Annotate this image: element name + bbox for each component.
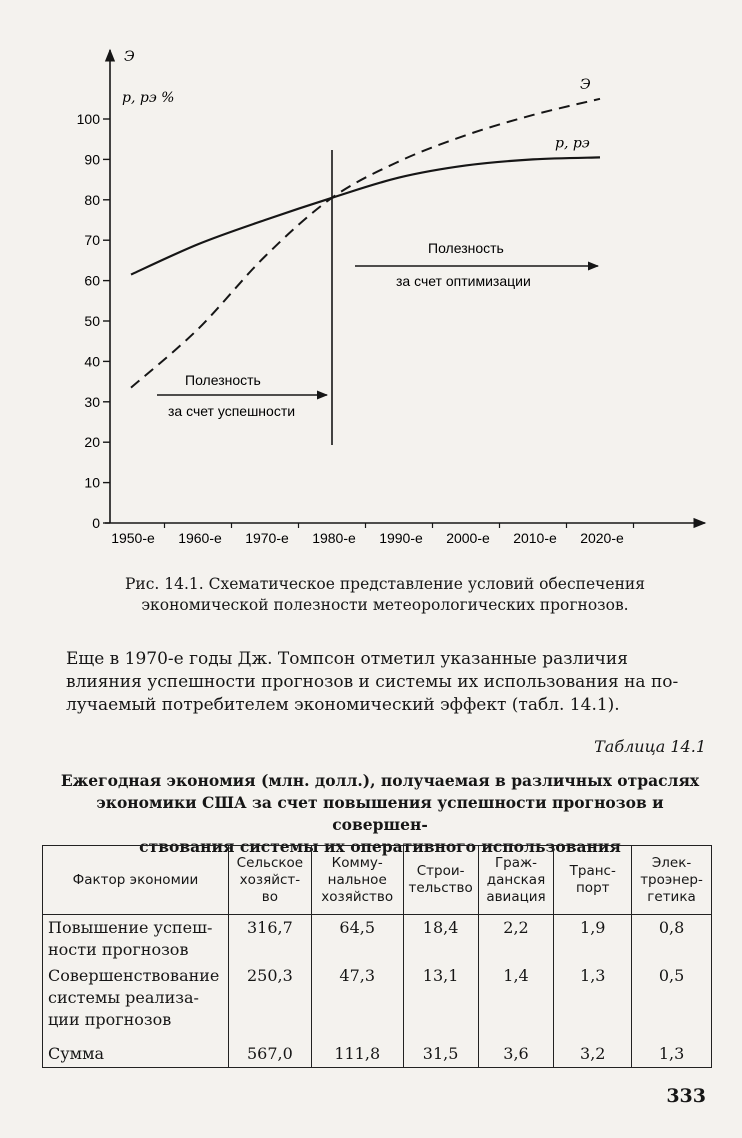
table-cell: 3,2 <box>554 1033 632 1068</box>
table-cell: 18,4 <box>403 915 478 964</box>
annotation-right-line1: Полезность <box>428 240 504 256</box>
table-header-cell: Фактор экономии <box>43 846 229 915</box>
y-axis-top-label: Э <box>124 49 135 65</box>
table-label: Таблица 14.1 <box>594 737 706 756</box>
table-cell: 250,3 <box>228 963 311 1033</box>
x-ticks <box>111 523 633 546</box>
table-cell: 64,5 <box>311 915 403 964</box>
table-cell: 1,3 <box>554 963 632 1033</box>
y-tick-label: 60 <box>84 272 100 289</box>
table-cell: 1,3 <box>632 1033 712 1068</box>
annotation-left-line2: за счет успешности <box>168 403 296 419</box>
y-tick-label: 70 <box>84 232 100 249</box>
table-title-line-2: экономики США за счет повышения успешности прогнозов и совершен- <box>96 793 664 834</box>
table-header-cell: Элек-троэнер-гетика <box>632 846 712 915</box>
y-tick-label: 20 <box>84 434 100 451</box>
table-title-line-1: Ежегодная экономия (млн. долл.), получаемая в различных отраслях <box>60 771 700 790</box>
table-cell: 316,7 <box>228 915 311 964</box>
body-paragraph <box>66 648 706 717</box>
figure-caption <box>60 574 710 616</box>
page-number: 333 <box>666 1085 706 1107</box>
x-tick-label: 1960-е <box>178 530 222 546</box>
table-cell: 1,9 <box>554 915 632 964</box>
table-cell: 567,0 <box>228 1033 311 1068</box>
y-tick-label: 90 <box>84 151 100 168</box>
table-cell: 111,8 <box>311 1033 403 1068</box>
table-cell: 3,6 <box>478 1033 554 1068</box>
table-row <box>43 915 712 964</box>
table-cell: 47,3 <box>311 963 403 1033</box>
x-tick-label: 2010-е <box>513 530 557 546</box>
y-tick-label: 10 <box>84 474 100 491</box>
paragraph-line-3: лучаемый потребителем экономический эффект (табл. 14.1). <box>66 695 620 715</box>
paragraph-line-1: Еще в 1970-е годы Дж. Томпсон отметил указанные различия <box>66 649 628 669</box>
table-title-line-3: ствования системы их оперативного использования <box>139 837 621 856</box>
figure-caption-text-1: Схематическое представление условий обеспечения <box>208 575 646 593</box>
table-header-cell: Сельское хозяйст-во <box>228 846 311 915</box>
table-cell-factor: Повышение успеш-ности прогнозов <box>43 915 229 964</box>
table-row <box>43 963 712 1033</box>
table-row-total <box>43 1033 712 1068</box>
annotation-left-line1: Полезность <box>185 372 261 388</box>
table-cell: 31,5 <box>403 1033 478 1068</box>
y-tick-label: 40 <box>84 353 100 370</box>
x-tick-label: 1990-е <box>379 530 423 546</box>
table-cell: 2,2 <box>478 915 554 964</box>
series-line-p <box>131 157 600 274</box>
figure-caption-line1 <box>125 575 645 593</box>
y-axis-label: p, pэ % <box>122 90 175 106</box>
x-tick-label: 1980-е <box>312 530 356 546</box>
annotation-right-line2: за счет оптимизации <box>396 273 531 289</box>
series-label-p: p, pэ <box>555 135 590 152</box>
table-cell: 0,8 <box>632 915 712 964</box>
table-header-cell: Строи-тельство <box>403 846 478 915</box>
annotation-left <box>157 372 327 419</box>
series-label-e: Э <box>580 76 591 93</box>
table-header-cell: Транс-порт <box>554 846 632 915</box>
y-tick-label: 50 <box>84 313 100 329</box>
table-cell: 13,1 <box>403 963 478 1033</box>
y-tick-label: 80 <box>84 191 100 208</box>
x-tick-label: 1970-е <box>245 530 289 546</box>
y-tick-label: 100 <box>76 111 100 127</box>
x-tick-label: 2020-е <box>580 530 624 546</box>
table-header-cell: Граж-данская авиация <box>478 846 554 915</box>
table-cell: 0,5 <box>632 963 712 1033</box>
x-tick-label: 2000-е <box>446 530 490 546</box>
figure-caption-number: Рис. 14.1. <box>124 575 204 593</box>
y-tick-label: 0 <box>92 515 100 531</box>
data-table <box>42 845 712 1068</box>
paragraph-line-2: влияния успешности прогнозов и системы их использования на по- <box>66 672 679 692</box>
x-tick-label: 1950-е <box>111 530 155 546</box>
table-header-row <box>43 846 712 915</box>
table-cell: 1,4 <box>478 963 554 1033</box>
table-cell-factor: Совершенствование системы реализа-ции прогнозов <box>43 963 229 1033</box>
chart <box>0 0 742 560</box>
figure-caption-line2: экономической полезности метеорологических прогнозов. <box>141 596 629 614</box>
table-cell-factor: Сумма <box>43 1033 229 1068</box>
annotation-right <box>355 240 598 289</box>
y-tick-label: 30 <box>84 393 100 410</box>
table-header-cell: Комму-нальное хозяйство <box>311 846 403 915</box>
y-ticks <box>77 111 110 531</box>
